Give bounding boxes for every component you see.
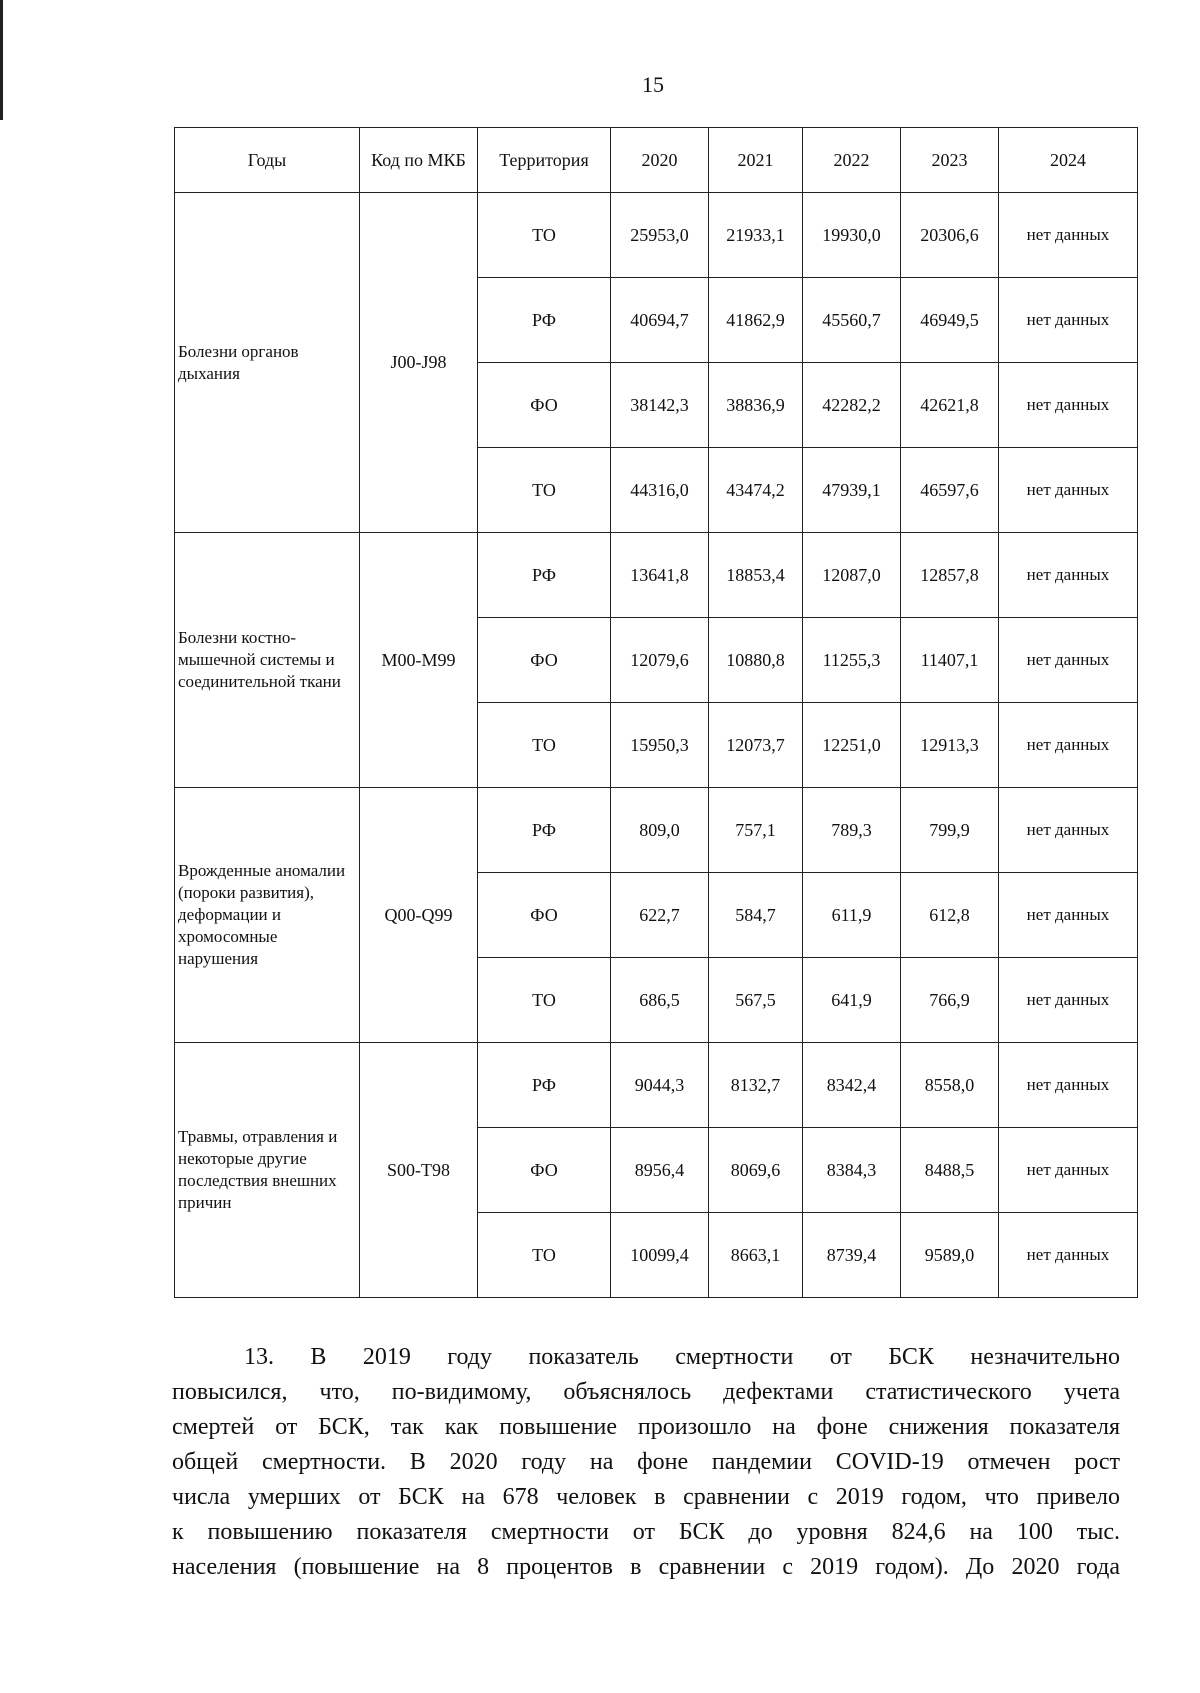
value-2024: нет данных (999, 278, 1138, 363)
value-2023: 42621,8 (901, 363, 999, 448)
icd-code: S00-T98 (360, 1043, 478, 1298)
paragraph-line: общей смертности. В 2020 году на фоне пандемии COVID-19 отмечен рост (172, 1449, 1120, 1475)
territory-cell: ТО (478, 703, 611, 788)
value-2022: 8739,4 (803, 1213, 901, 1298)
value-2023: 766,9 (901, 958, 999, 1043)
value-2024: нет данных (999, 788, 1138, 873)
value-2021: 43474,2 (709, 448, 803, 533)
paragraph-line: к повышению показателя смертности от БСК до уровня 824,6 на 100 тыс. (172, 1519, 1120, 1545)
header-territory: Территория (478, 128, 611, 193)
value-2022: 47939,1 (803, 448, 901, 533)
paragraph-line: смертей от БСК, так как повышение произошло на фоне снижения показателя (172, 1414, 1120, 1440)
territory-cell: ФО (478, 873, 611, 958)
disease-name: Травмы, отравления и некоторые другие последствия внешних причин (175, 1043, 360, 1298)
value-2023: 9589,0 (901, 1213, 999, 1298)
value-2021: 8132,7 (709, 1043, 803, 1128)
territory-cell: РФ (478, 533, 611, 618)
value-2021: 18853,4 (709, 533, 803, 618)
value-2022: 19930,0 (803, 193, 901, 278)
value-2021: 41862,9 (709, 278, 803, 363)
value-2020: 9044,3 (611, 1043, 709, 1128)
territory-cell: ТО (478, 1213, 611, 1298)
header-2024: 2024 (999, 128, 1138, 193)
scan-edge (0, 0, 3, 120)
table-row (175, 193, 1138, 278)
value-2021: 21933,1 (709, 193, 803, 278)
icd-code: Q00-Q99 (360, 788, 478, 1043)
value-2024: нет данных (999, 958, 1138, 1043)
value-2024: нет данных (999, 363, 1138, 448)
value-2021: 584,7 (709, 873, 803, 958)
paragraph-line: 13. В 2019 году показатель смертности от БСК незначительно (244, 1344, 1120, 1370)
value-2020: 12079,6 (611, 618, 709, 703)
value-2023: 12913,3 (901, 703, 999, 788)
value-2022: 42282,2 (803, 363, 901, 448)
value-2020: 25953,0 (611, 193, 709, 278)
header-years: Годы (175, 128, 360, 193)
value-2024: нет данных (999, 193, 1138, 278)
value-2024: нет данных (999, 533, 1138, 618)
value-2020: 44316,0 (611, 448, 709, 533)
territory-cell: ТО (478, 958, 611, 1043)
page-number: 15 (642, 72, 664, 97)
table-row (175, 533, 1138, 618)
value-2020: 40694,7 (611, 278, 709, 363)
value-2022: 11255,3 (803, 618, 901, 703)
territory-cell: ФО (478, 363, 611, 448)
value-2021: 8069,6 (709, 1128, 803, 1213)
value-2020: 15950,3 (611, 703, 709, 788)
disease-name: Болезни органов дыхания (175, 193, 360, 533)
value-2023: 46949,5 (901, 278, 999, 363)
paragraph-line: населения (повышение на 8 процентов в сравнении с 2019 годом). До 2020 года (172, 1554, 1120, 1580)
value-2022: 12251,0 (803, 703, 901, 788)
paragraph-line: повысился, что, по-видимому, объяснялось дефектами статистического учета (172, 1379, 1120, 1405)
header-icd-code: Код по МКБ (360, 128, 478, 193)
value-2023: 8558,0 (901, 1043, 999, 1128)
table-row (175, 1043, 1138, 1128)
body-paragraph (172, 1340, 1120, 1585)
value-2024: нет данных (999, 703, 1138, 788)
value-2020: 809,0 (611, 788, 709, 873)
value-2020: 38142,3 (611, 363, 709, 448)
value-2024: нет данных (999, 618, 1138, 703)
header-2021: 2021 (709, 128, 803, 193)
header-2022: 2022 (803, 128, 901, 193)
territory-cell: ТО (478, 193, 611, 278)
paragraph-line: числа умерших от БСК на 678 человек в сравнении с 2019 годом, что привело (172, 1484, 1120, 1510)
value-2023: 612,8 (901, 873, 999, 958)
header-2020: 2020 (611, 128, 709, 193)
value-2020: 686,5 (611, 958, 709, 1043)
disease-name: Болезни костно-мышечной системы и соединительной ткани (175, 533, 360, 788)
territory-cell: ТО (478, 448, 611, 533)
header-2023: 2023 (901, 128, 999, 193)
value-2021: 12073,7 (709, 703, 803, 788)
value-2024: нет данных (999, 1128, 1138, 1213)
icd-code: M00-M99 (360, 533, 478, 788)
value-2023: 8488,5 (901, 1128, 999, 1213)
value-2022: 12087,0 (803, 533, 901, 618)
table-header-row (175, 128, 1138, 193)
value-2022: 8342,4 (803, 1043, 901, 1128)
value-2022: 611,9 (803, 873, 901, 958)
disease-name: Врожденные аномалии (пороки развития), деформации и хромосомные нарушения (175, 788, 360, 1043)
value-2020: 10099,4 (611, 1213, 709, 1298)
value-2024: нет данных (999, 448, 1138, 533)
value-2021: 10880,8 (709, 618, 803, 703)
value-2022: 641,9 (803, 958, 901, 1043)
table-row (175, 788, 1138, 873)
icd-code: J00-J98 (360, 193, 478, 533)
value-2021: 38836,9 (709, 363, 803, 448)
value-2021: 567,5 (709, 958, 803, 1043)
value-2024: нет данных (999, 1043, 1138, 1128)
value-2020: 622,7 (611, 873, 709, 958)
value-2022: 789,3 (803, 788, 901, 873)
territory-cell: РФ (478, 1043, 611, 1128)
value-2023: 11407,1 (901, 618, 999, 703)
value-2023: 799,9 (901, 788, 999, 873)
value-2024: нет данных (999, 873, 1138, 958)
territory-cell: РФ (478, 788, 611, 873)
value-2022: 8384,3 (803, 1128, 901, 1213)
value-2021: 8663,1 (709, 1213, 803, 1298)
value-2023: 20306,6 (901, 193, 999, 278)
value-2020: 8956,4 (611, 1128, 709, 1213)
territory-cell: РФ (478, 278, 611, 363)
value-2020: 13641,8 (611, 533, 709, 618)
value-2024: нет данных (999, 1213, 1138, 1298)
territory-cell: ФО (478, 1128, 611, 1213)
value-2021: 757,1 (709, 788, 803, 873)
value-2023: 12857,8 (901, 533, 999, 618)
mortality-table (174, 127, 1138, 1298)
value-2023: 46597,6 (901, 448, 999, 533)
value-2022: 45560,7 (803, 278, 901, 363)
territory-cell: ФО (478, 618, 611, 703)
